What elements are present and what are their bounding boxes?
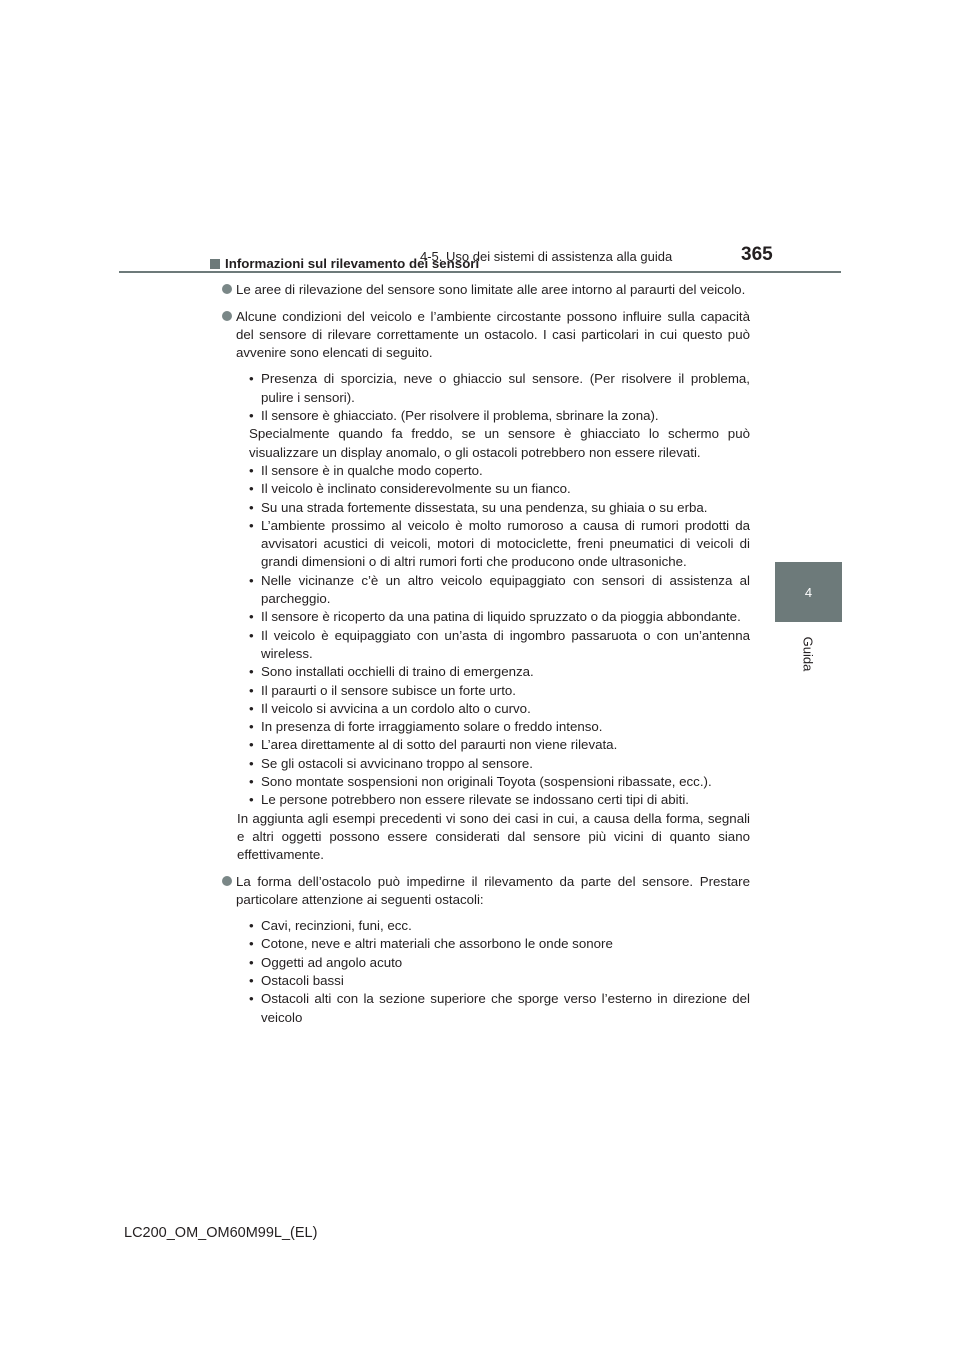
list-item: • Il veicolo è equipaggiato con un’asta di ingombro passaruota o con un’antenna wireless. <box>249 627 750 664</box>
list-item: • L’ambiente prossimo al veicolo è molto rumoroso a causa di rumori prodotti da avvisatori acustici di veicoli, motori di motociclette, freni pneumatici di veicoli di grandi dimensioni o di altri rumori forti che producono onde ultrasoniche. <box>249 517 750 572</box>
list-item: • Il sensore è ghiacciato. (Per risolvere il problema, sbrinare la zona). <box>249 407 750 425</box>
main-content <box>210 255 750 1027</box>
section-heading <box>210 255 750 273</box>
paragraph-obstacle-shape <box>210 873 750 910</box>
list-item: • Presenza di sporcizia, neve o ghiaccio sul sensore. (Per risolvere il problema, pulire i sensori). <box>249 370 750 407</box>
list-item: • Il sensore è ricoperto da una patina di liquido spruzzato o da pioggia abbondante. <box>249 608 750 626</box>
list-item: • In presenza di forte irraggiamento solare o freddo intenso. <box>249 718 750 736</box>
list-item: • Su una strada fortemente dissestata, su una pendenza, su ghiaia o su erba. <box>249 499 750 517</box>
chapter-tab-label: Guida <box>800 636 816 672</box>
paragraph-text: Alcune condizioni del veicolo e l’ambiente circostante possono influire sulla capacità del sensore di rilevare correttamente un ostacolo. I casi particolari in cui questo può avvenire sono elencati di seguito. <box>236 308 750 361</box>
list-item: • Cotone, neve e altri materiali che assorbono le onde sonore <box>249 935 750 953</box>
circle-bullet-icon <box>222 311 232 321</box>
circle-bullet-icon <box>222 284 232 294</box>
list-item: • Se gli ostacoli si avvicinano troppo al sensore. <box>249 755 750 773</box>
circle-bullet-icon <box>222 876 232 886</box>
paragraph-text: Le aree di rilevazione del sensore sono limitate alle aree intorno al paraurti del veicolo. <box>236 282 746 298</box>
square-bullet-icon <box>210 259 220 269</box>
list-note: Specialmente quando fa freddo, se un sensore è ghiacciato lo schermo può visualizzare un display anomalo, o gli ostacoli potrebbero non essere rilevati. <box>249 426 750 460</box>
obstacles-list <box>210 917 750 1027</box>
footer-document-code: LC200_OM_OM60M99L_(EL) <box>124 1225 318 1241</box>
header-section-title: 4-5. Uso dei sistemi di assistenza alla guida <box>420 249 673 264</box>
list-item: • Nelle vicinanze c’è un altro veicolo equipaggiato con sensori di assistenza al parcheggio. <box>249 572 750 609</box>
chapter-tab-number: 4 <box>804 584 813 600</box>
list-item: • Il veicolo è inclinato considerevolmente su un fianco. <box>249 480 750 498</box>
list-item: • Ostacoli bassi <box>249 972 750 990</box>
chapter-tab <box>775 562 842 622</box>
conditions-list-continued <box>210 462 750 810</box>
list-item: • Il paraurti o il sensore subisce un forte urto. <box>249 682 750 700</box>
list-closing-note: In aggiunta agli esempi precedenti vi sono dei casi in cui, a causa della forma, segnali e altri oggetti possono essere considerati dal sensore più vicini di quanto siano effettivamente. <box>237 810 750 863</box>
page-number: 365 <box>741 244 773 265</box>
list-item: • Le persone potrebbero non essere rilevate se indossano certi tipi di abiti. <box>249 791 750 809</box>
paragraph-detection-area <box>210 281 750 299</box>
list-item: • Ostacoli alti con la sezione superiore che sporge verso l’esterno in direzione del veicolo <box>249 990 750 1027</box>
list-item: • Oggetti ad angolo acuto <box>249 954 750 972</box>
list-item: • Il sensore è in qualche modo coperto. <box>249 462 750 480</box>
list-item: • Sono installati occhielli di traino di emergenza. <box>249 663 750 681</box>
paragraph-text: La forma dell’ostacolo può impedirne il rilevamento da parte del sensore. Prestare particolare attenzione ai seguenti ostacoli: <box>236 873 750 907</box>
paragraph-conditions <box>210 308 750 363</box>
list-item: • L’area direttamente al di sotto del paraurti non viene rilevata. <box>249 736 750 754</box>
conditions-list <box>210 370 750 425</box>
section-heading-text: Informazioni sul rilevamento dei sensori <box>225 256 480 271</box>
list-item: • Cavi, recinzioni, funi, ecc. <box>249 917 750 935</box>
list-item: • Il veicolo si avvicina a un cordolo alto o curvo. <box>249 700 750 718</box>
list-item: • Sono montate sospensioni non originali Toyota (sospensioni ribassate, ecc.). <box>249 773 750 791</box>
